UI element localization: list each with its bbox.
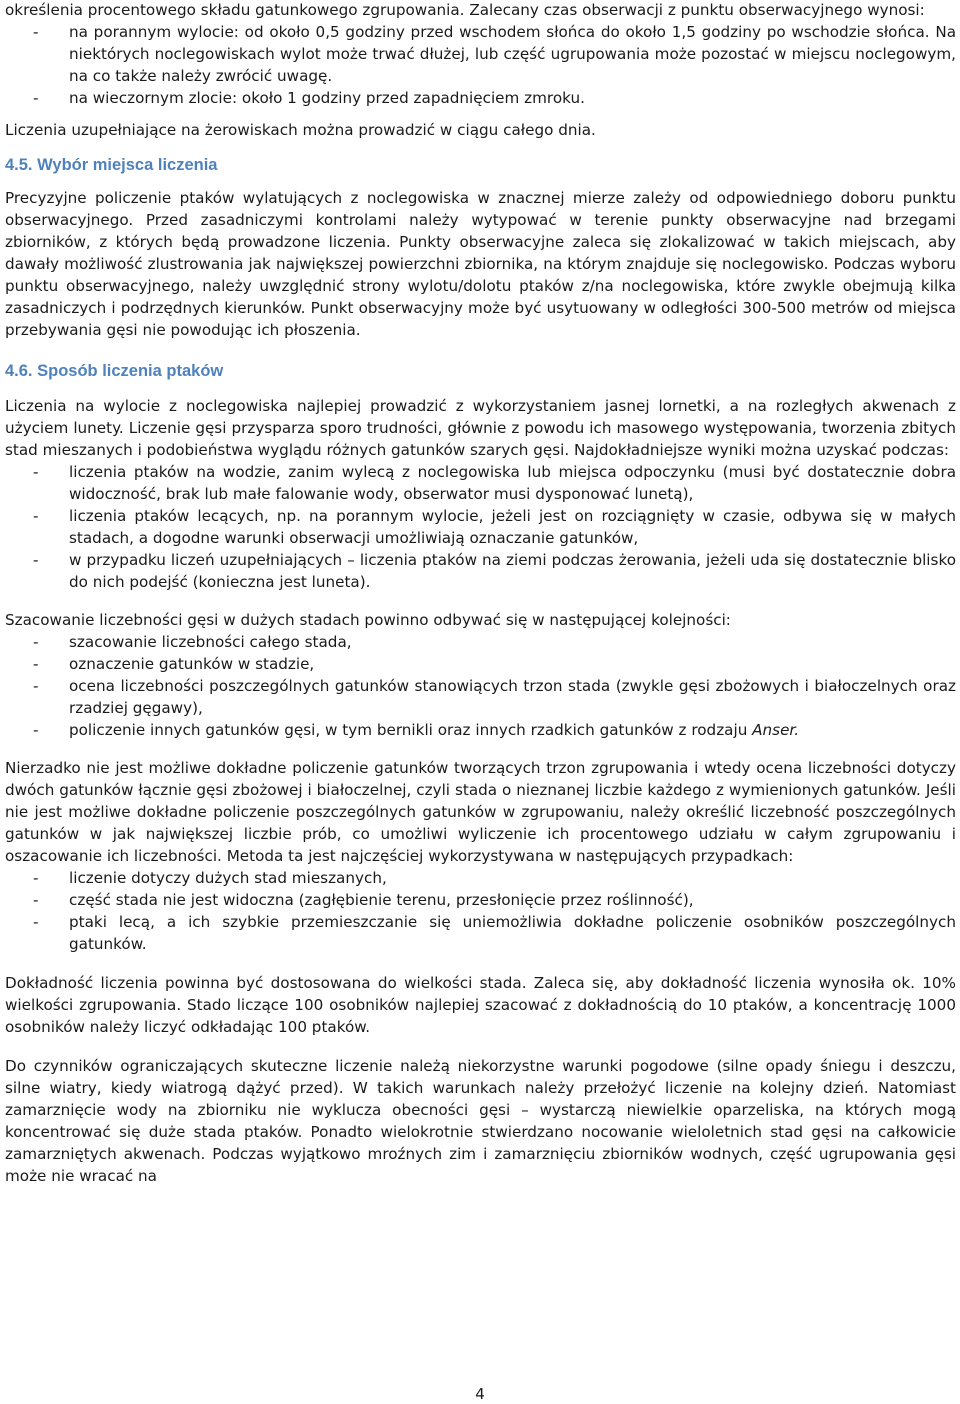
paragraph: Liczenia uzupełniające na żerowiskach można prowadzić w ciągu całego dnia. (5, 121, 596, 139)
list-item-text: na porannym wylocie: od około 0,5 godziny przed wschodem słońca do około 1,5 godziny po wschodzie słońca. Na niektórych noclegowiskach wylot może trwać dłużej, lub część ugrupowania może pozostać w miejscu noclegowym, na co także należy zwrócić uwagę. (69, 23, 956, 85)
list-item-text: ocena liczebności poszczególnych gatunków stanowiących trzon stada (zwykle gęsi zbożowych i białoczelnych oraz rzadziej gęgawy), (69, 677, 956, 717)
list-dash: - (33, 655, 39, 673)
section-title: Wybór miejsca liczenia (37, 156, 218, 174)
section-number: 4.5. (5, 156, 33, 174)
paragraph: Nierzadko nie jest możliwe dokładne policzenie gatunków tworzących trzon zgrupowania i wtedy ocena liczebności dotyczy dwóch gatunków łącznie gęsi zbożowej i białoczelnej, czyli stada o nieznanej liczbie każdego z wymienionych gatunków. Jeśli nie jest możliwe dokładne policzenie poszczególnych gatunków w zgrupowaniu, należy określić liczebność poszczególnych gatunków w jak największej liczbie prób, co umożliwi wyliczenie ich procentowego udziału w całym zgrupowaniu i oszacowanie ich liczebności. Metoda ta jest najczęściej wykorzystywana w następujących przypadkach: (5, 759, 956, 865)
list-item (5, 867, 956, 889)
list-dash: - (33, 677, 39, 695)
list-item (5, 911, 956, 955)
list-item (5, 87, 956, 109)
paragraph: Do czynników ograniczających skuteczne liczenie należą niekorzystne warunki pogodowe (silne opady śniegu i deszczu, silne wiatry, kiedy wiatrogą dążyć przed). W takich warunkach należy przełożyć liczenie na kolejny dzień. Natomiast zamarznięcie wody na zbiorniku nie wyklucza obecności gęsi – wystarczą niewielkie oparzeliska, na których mogą koncentrować się duże stada ptaków. Ponadto wielokrotnie stwierdzano nocowanie wieloletnich stad gęsi na całkowicie zamarzniętych akwenach. Podczas wyjątkowo mroźnych zim i zamarznięciu zbiorników wodnych, część ugrupowania gęsi może nie wracać na (5, 1057, 956, 1185)
list-item-text: ptaki lecą, a ich szybkie przemieszczanie się uniemożliwia dokładne policzenie osobników poszczególnych gatunków. (69, 913, 956, 953)
list-item-text: liczenia ptaków lecących, np. na porannym wylocie, jeżeli jest on rozciągnięty w czasie, odbywa się w małych stadach, a dogodne warunki obserwacji umożliwiają oznaczanie gatunków, (69, 507, 956, 547)
list-dash: - (33, 463, 39, 481)
list-dash: - (33, 507, 39, 525)
genus-name: Anser. (752, 721, 800, 739)
list-dash: - (33, 913, 39, 931)
section-heading (5, 154, 956, 176)
list-dash: - (33, 721, 39, 739)
list-dash: - (33, 89, 39, 107)
list-item-text: oznaczenie gatunków w stadzie, (69, 655, 315, 673)
list-item-text: na wieczornym zlocie: około 1 godziny przed zapadnięciem zmroku. (69, 89, 585, 107)
document-page (5, 0, 956, 1187)
section-heading (5, 360, 956, 382)
list-item-text: szacowanie liczebności całego stada, (69, 633, 352, 651)
list-item (5, 675, 956, 719)
list-item (5, 505, 956, 549)
list-item-text: liczenie dotyczy dużych stad mieszanych, (69, 869, 387, 887)
list-item (5, 719, 956, 741)
paragraph: Dokładność liczenia powinna być dostosowana do wielkości stada. Zaleca się, aby dokładność liczenia wynosiła ok. 10% wielkości zgrupowania. Stado liczące 100 osobników najlepiej szacować z dokładnością do 10 ptaków, a koncentrację 1000 osobników należy liczyć odkładając 100 ptaków. (5, 974, 956, 1036)
section-number: 4.6. (5, 362, 33, 380)
list-item (5, 653, 956, 675)
page-number: 4 (475, 1385, 485, 1403)
section-title: Sposób liczenia ptaków (37, 362, 224, 380)
list-item (5, 21, 956, 87)
list-item (5, 631, 956, 653)
list-item (5, 549, 956, 593)
list-dash: - (33, 633, 39, 651)
paragraph: Szacowanie liczebności gęsi w dużych stadach powinno odbywać się w następującej kolejności: (5, 611, 731, 629)
list-item-text: liczenia ptaków na wodzie, zanim wylecą z noclegowiska lub miejsca odpoczynku (musi być dostatecznie dobra widoczność, brak lub małe falowanie wody, obserwator musi dysponować lunetą), (69, 463, 956, 503)
list-dash: - (33, 23, 39, 41)
list-item (5, 889, 956, 911)
intro-paragraph: określenia procentowego składu gatunkowego zgrupowania. Zalecany czas obserwacji z punktu obserwacyjnego wynosi: (5, 1, 925, 19)
list-dash: - (33, 869, 39, 887)
list-item-text-part: policzenie innych gatunków gęsi, w tym bernikli oraz innych rzadkich gatunków z rodzaju (69, 721, 753, 739)
paragraph: Precyzyjne policzenie ptaków wylatujących z noclegowiska w znacznej mierze zależy od odpowiedniego doboru punktu obserwacyjnego. Przed zasadniczymi kontrolami należy wytypować w terenie punkty obserwacyjne nad brzegami zbiorników, z których będą prowadzone liczenia. Punkty obserwacyjne zaleca się zlokalizować w takich miejscach, aby dawały możliwość zlustrowania jak największej powierzchni zbiornika, na którym znajduje się noclegowisko. Podczas wyboru punktu obserwacyjnego, należy uwzględnić strony wylotu/dolotu ptaków z/na noclegowiska, które zwykle obejmują kilka zasadniczych i podrzędnych kierunków. Punkt obserwacyjny może być usytuowany w odległości 300-500 metrów od miejsca przebywania gęsi nie powodując ich płoszenia. (5, 189, 956, 339)
list-dash: - (33, 891, 39, 909)
list-item-text (69, 721, 799, 739)
list-dash: - (33, 551, 39, 569)
list-item (5, 461, 956, 505)
list-item-text: w przypadku liczeń uzupełniających – liczenia ptaków na ziemi podczas żerowania, jeżeli uda się dostatecznie blisko do nich podejść (konieczna jest luneta). (69, 551, 956, 591)
list-item-text: część stada nie jest widoczna (zagłębienie terenu, przesłonięcie przez roślinność), (69, 891, 694, 909)
paragraph: Liczenia na wylocie z noclegowiska najlepiej prowadzić z wykorzystaniem jasnej lornetki, a na rozległych akwenach z użyciem lunety. Liczenie gęsi przysparza sporo trudności, głównie z powodu ich masowego występowania, tworzenia zbitych stad mieszanych i podobieństwa wyglądu różnych gatunków szarych gęsi. Najdokładniejsze wyniki można uzyskać podczas: (5, 397, 956, 459)
